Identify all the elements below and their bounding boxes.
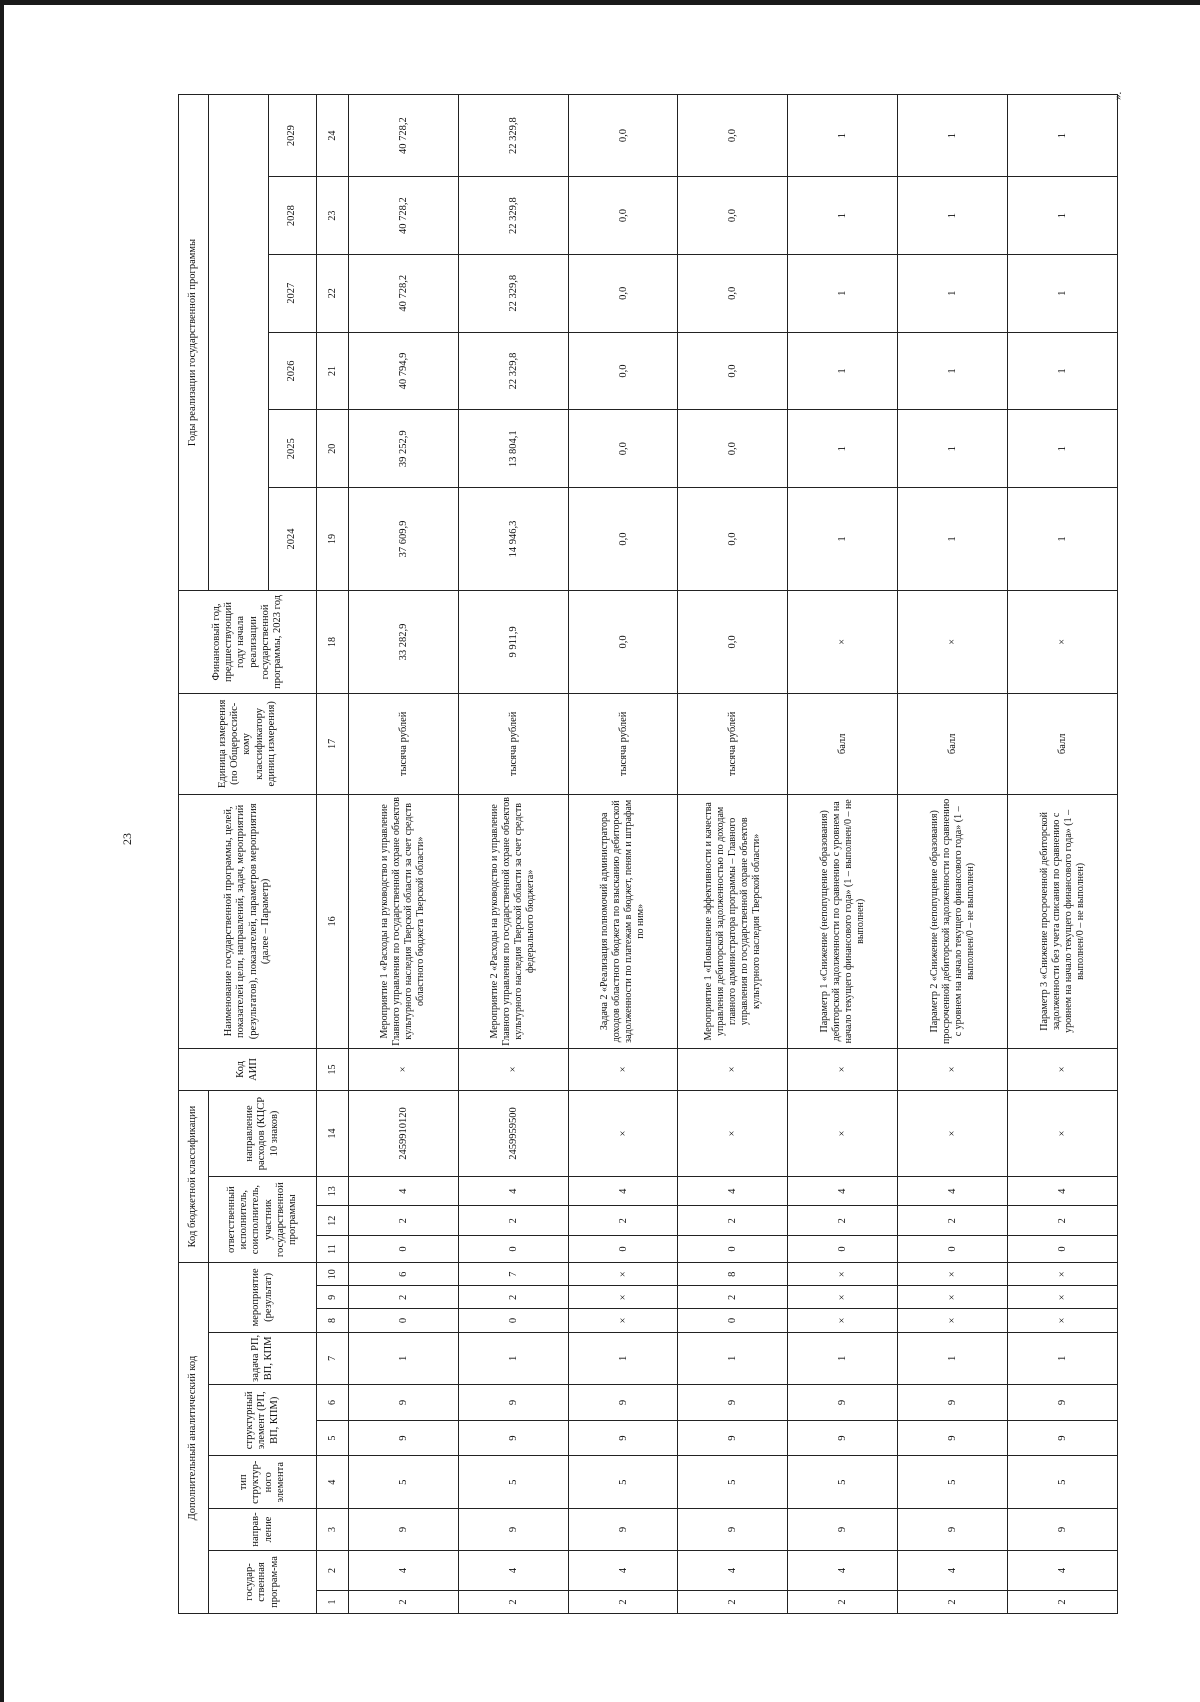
year-value-cell: 1 (1008, 332, 1118, 410)
code-cell: 9 (1008, 1420, 1118, 1456)
code-cell: 0 (458, 1235, 568, 1262)
code-cell: 5 (458, 1456, 568, 1509)
year-value-cell: 0,0 (678, 410, 788, 488)
code-cell: 0 (458, 1309, 568, 1332)
code-cell: 0 (678, 1309, 788, 1332)
year-value-cell: 0,0 (678, 488, 788, 591)
column-number: 1 (317, 1590, 349, 1613)
code-cell: 9 (898, 1385, 1008, 1421)
program-table (178, 94, 1118, 1614)
header-year-2027: 2027 (269, 254, 317, 332)
code-cell: 9 (568, 1420, 678, 1456)
header-year-2028: 2028 (269, 177, 317, 255)
code-cell: × (898, 1286, 1008, 1309)
base-year-cell: 0,0 (678, 591, 788, 694)
code-cell: 2 (348, 1206, 458, 1235)
kcsr-cell: 2459910120 (348, 1090, 458, 1176)
column-number: 23 (317, 177, 349, 255)
column-number: 22 (317, 254, 349, 332)
code-cell: 4 (898, 1551, 1008, 1591)
code-cell: 4 (788, 1551, 898, 1591)
year-value-cell: 37 609,9 (348, 488, 458, 591)
kcsr-cell: 2459959500 (458, 1090, 568, 1176)
code-cell: 0 (568, 1235, 678, 1262)
code-cell: × (1008, 1309, 1118, 1332)
table-row (1008, 95, 1118, 1614)
table-row (678, 95, 788, 1614)
column-number: 16 (317, 794, 349, 1048)
column-number: 9 (317, 1286, 349, 1309)
year-value-cell: 40 728,2 (348, 177, 458, 255)
year-value-cell: 22 329,8 (458, 254, 568, 332)
year-value-cell: 40 728,2 (348, 254, 458, 332)
aip-cell: × (348, 1048, 458, 1090)
year-value-cell: 0,0 (678, 95, 788, 177)
code-cell: 4 (678, 1177, 788, 1206)
code-cell: 5 (568, 1456, 678, 1509)
base-year-cell: 33 282,9 (348, 591, 458, 694)
column-number: 10 (317, 1263, 349, 1286)
code-cell: 1 (568, 1332, 678, 1385)
table-row (568, 95, 678, 1614)
name-cell: Задача 2 «Реализация полномочий администратора доходов областного бюджета по взысканию дебиторской задолженности по платежам в бюджет, пеням и штрафам по ним» (568, 794, 678, 1048)
year-value-cell: 1 (898, 254, 1008, 332)
code-cell: 0 (348, 1309, 458, 1332)
year-value-cell: 1 (788, 254, 898, 332)
header-task: задача РП, ВП, КПМ (209, 1332, 317, 1385)
code-cell: 0 (678, 1235, 788, 1262)
year-value-cell: 1 (898, 410, 1008, 488)
code-cell: 0 (898, 1235, 1008, 1262)
code-cell: 8 (678, 1263, 788, 1286)
scan-edge-top (0, 0, 1200, 5)
code-cell: × (1008, 1286, 1118, 1309)
header-kdcr: направление расходов (КЦСР 10 знаков) (209, 1090, 317, 1176)
code-cell: × (568, 1309, 678, 1332)
code-cell: 9 (678, 1420, 788, 1456)
year-value-cell: 40 728,2 (348, 95, 458, 177)
rotated-table-wrapper (178, 94, 1118, 1614)
code-cell: 7 (458, 1263, 568, 1286)
year-value-cell: 1 (898, 95, 1008, 177)
code-cell: 4 (678, 1551, 788, 1591)
code-cell: 9 (1008, 1385, 1118, 1421)
header-base-year: Финансовый год, предшествующий году начала реализации государственной программы, 2023 год (179, 591, 317, 694)
code-cell: 0 (348, 1235, 458, 1262)
year-value-cell: 0,0 (568, 410, 678, 488)
code-cell: 4 (1008, 1177, 1118, 1206)
year-value-cell: 1 (898, 488, 1008, 591)
code-cell: 9 (788, 1385, 898, 1421)
year-value-cell: 0,0 (568, 332, 678, 410)
table-row (898, 95, 1008, 1614)
code-cell: 5 (788, 1456, 898, 1509)
code-cell: 2 (898, 1206, 1008, 1235)
aip-cell: × (568, 1048, 678, 1090)
code-cell: × (898, 1263, 1008, 1286)
year-value-cell: 1 (1008, 95, 1118, 177)
code-cell: × (788, 1309, 898, 1332)
year-value-cell: 0,0 (678, 177, 788, 255)
code-cell: 9 (788, 1509, 898, 1551)
unit-cell: тысяча рублей (678, 693, 788, 794)
code-cell: 0 (1008, 1235, 1118, 1262)
kcsr-cell: × (678, 1090, 788, 1176)
code-cell: 5 (348, 1456, 458, 1509)
header-direction: направ-ление (209, 1509, 317, 1551)
year-value-cell: 0,0 (678, 254, 788, 332)
aip-cell: × (898, 1048, 1008, 1090)
year-value-cell: 22 329,8 (458, 177, 568, 255)
header-year-2029: 2029 (269, 95, 317, 177)
code-cell: 0 (788, 1235, 898, 1262)
code-cell: 1 (458, 1332, 568, 1385)
code-cell: 5 (1008, 1456, 1118, 1509)
year-value-cell: 39 252,9 (348, 410, 458, 488)
aip-cell: × (1008, 1048, 1118, 1090)
column-number: 24 (317, 95, 349, 177)
base-year-cell: 9 911,9 (458, 591, 568, 694)
column-number: 14 (317, 1090, 349, 1176)
kcsr-cell: × (1008, 1090, 1118, 1176)
column-number: 6 (317, 1385, 349, 1421)
scan-edge-left (0, 0, 4, 1702)
code-cell: 9 (898, 1420, 1008, 1456)
column-number: 11 (317, 1235, 349, 1262)
year-value-cell: 0,0 (678, 332, 788, 410)
code-cell: 2 (348, 1286, 458, 1309)
code-cell: 2 (1008, 1590, 1118, 1613)
year-value-cell: 1 (1008, 177, 1118, 255)
year-value-cell: 0,0 (568, 95, 678, 177)
kcsr-cell: × (898, 1090, 1008, 1176)
aip-cell: × (788, 1048, 898, 1090)
column-number: 12 (317, 1206, 349, 1235)
name-cell: Мероприятие 1 «Расходы на руководство и управление Главного управления по государственной охране объектов культурного наследия Тверской области за счет средств областного бюджета Тверской области» (348, 794, 458, 1048)
code-cell: × (788, 1263, 898, 1286)
code-cell: 9 (348, 1509, 458, 1551)
code-cell: 1 (678, 1332, 788, 1385)
code-cell: 9 (348, 1385, 458, 1421)
year-value-cell: 1 (1008, 488, 1118, 591)
year-value-cell: 1 (898, 177, 1008, 255)
table-row (458, 95, 568, 1614)
code-cell: 2 (568, 1590, 678, 1613)
code-cell: 4 (458, 1551, 568, 1591)
header-year-2026: 2026 (269, 332, 317, 410)
header-type: тип структур-ного элемента (209, 1456, 317, 1509)
code-cell: × (788, 1286, 898, 1309)
year-value-cell: 13 804,1 (458, 410, 568, 488)
code-cell: × (1008, 1263, 1118, 1286)
column-number: 2 (317, 1551, 349, 1591)
code-cell: × (898, 1309, 1008, 1332)
code-cell: 4 (1008, 1551, 1118, 1591)
code-cell: 2 (568, 1206, 678, 1235)
code-cell: 4 (898, 1177, 1008, 1206)
year-value-cell: 0,0 (568, 254, 678, 332)
column-number: 20 (317, 410, 349, 488)
code-cell: × (568, 1263, 678, 1286)
code-cell: 4 (568, 1177, 678, 1206)
end-mark: ». (1112, 91, 1124, 100)
column-number: 8 (317, 1309, 349, 1332)
column-number: 4 (317, 1456, 349, 1509)
name-cell: Параметр 2 «Снижение (непопущение образования) просроченной дебиторской задолженности по сравнению с уровнем на начало текущего финансового года» (1 – выполнен/0 – не выполнен) (898, 794, 1008, 1048)
header-gp: государ-ственная програм-ма (209, 1551, 317, 1614)
unit-cell: балл (1008, 693, 1118, 794)
year-value-cell: 1 (788, 177, 898, 255)
aip-cell: × (458, 1048, 568, 1090)
code-cell: 9 (1008, 1509, 1118, 1551)
code-cell: 1 (788, 1332, 898, 1385)
code-cell: 2 (678, 1590, 788, 1613)
code-cell: 1 (898, 1332, 1008, 1385)
year-value-cell: 1 (788, 95, 898, 177)
code-cell: 2 (458, 1286, 568, 1309)
base-year-cell: 0,0 (568, 591, 678, 694)
code-cell: 1 (348, 1332, 458, 1385)
column-number: 5 (317, 1420, 349, 1456)
column-number: 18 (317, 591, 349, 694)
header-years-group: Годы реализации государственной программы (179, 95, 209, 591)
code-cell: 2 (788, 1590, 898, 1613)
table-row (348, 95, 458, 1614)
year-value-cell: 1 (788, 410, 898, 488)
name-cell: Параметр 1 «Снижение (непопущение образования) дебиторской задолженности по сравнению с уровнем на начало текущего финансового года» (1 – выполнен/0 – не выполнен) (788, 794, 898, 1048)
column-number-row (317, 95, 349, 1614)
year-value-cell: 0,0 (568, 488, 678, 591)
header-budget-code: Код бюджетной классификации (179, 1090, 209, 1262)
year-value-cell: 14 946,3 (458, 488, 568, 591)
code-cell: 1 (1008, 1332, 1118, 1385)
base-year-cell: × (1008, 591, 1118, 694)
code-cell: 9 (458, 1420, 568, 1456)
code-cell: 2 (678, 1286, 788, 1309)
unit-cell: тысяча рублей (568, 693, 678, 794)
year-value-cell: 0,0 (568, 177, 678, 255)
column-number: 13 (317, 1177, 349, 1206)
unit-cell: балл (898, 693, 1008, 794)
code-cell: 2 (458, 1590, 568, 1613)
table-row (788, 95, 898, 1614)
code-cell: × (568, 1286, 678, 1309)
header-aip: Код АИП (179, 1048, 317, 1090)
code-cell: 2 (1008, 1206, 1118, 1235)
code-cell: 4 (348, 1551, 458, 1591)
code-cell: 4 (568, 1551, 678, 1591)
header-event: мероприятие (результат) (209, 1263, 317, 1332)
year-value-cell: 1 (1008, 254, 1118, 332)
code-cell: 5 (898, 1456, 1008, 1509)
code-cell: 9 (788, 1420, 898, 1456)
column-number: 7 (317, 1332, 349, 1385)
name-cell: Мероприятие 2 «Расходы на руководство и управление Главного управления по государственной охране объектов культурного наследия Тверской области за счет средств федерального бюджета» (458, 794, 568, 1048)
code-cell: 5 (678, 1456, 788, 1509)
code-cell: 9 (568, 1385, 678, 1421)
page-number: 23 (120, 833, 134, 845)
code-cell: 9 (568, 1509, 678, 1551)
kcsr-cell: × (568, 1090, 678, 1176)
header-unit: Единица измерения (по Общероссийс-кому классификатору единиц измерения) (179, 693, 317, 794)
name-cell: Параметр 3 «Снижение просроченной дебиторской задолженности без учета списания по сравнению с уровнем на начало текущего финансового года» (1 – выполнен/0 – не выполнен) (1008, 794, 1118, 1048)
code-cell: 2 (458, 1206, 568, 1235)
code-cell: 2 (678, 1206, 788, 1235)
year-value-cell: 22 329,8 (458, 332, 568, 410)
base-year-cell: × (898, 591, 1008, 694)
code-cell: 4 (788, 1177, 898, 1206)
aip-cell: × (678, 1048, 788, 1090)
year-value-cell: 1 (788, 488, 898, 591)
header-executor: ответственный исполнитель, соисполнитель, участник государственной программы (209, 1177, 317, 1263)
year-value-cell: 40 794,9 (348, 332, 458, 410)
code-cell: 4 (458, 1177, 568, 1206)
column-number: 21 (317, 332, 349, 410)
year-value-cell: 1 (788, 332, 898, 410)
column-number: 15 (317, 1048, 349, 1090)
code-cell: 9 (678, 1385, 788, 1421)
code-cell: 2 (788, 1206, 898, 1235)
year-value-cell: 22 329,8 (458, 95, 568, 177)
code-cell: 6 (348, 1263, 458, 1286)
header-year-2024: 2024 (269, 488, 317, 591)
code-cell: 9 (348, 1420, 458, 1456)
base-year-cell: × (788, 591, 898, 694)
code-cell: 9 (678, 1509, 788, 1551)
kcsr-cell: × (788, 1090, 898, 1176)
unit-cell: тысяча рублей (458, 693, 568, 794)
year-value-cell: 1 (1008, 410, 1118, 488)
header-years-blank (209, 95, 269, 591)
code-cell: 4 (348, 1177, 458, 1206)
code-cell: 2 (898, 1590, 1008, 1613)
column-number: 17 (317, 693, 349, 794)
header-analytic-code: Дополнительный аналитический код (179, 1263, 209, 1614)
code-cell: 2 (348, 1590, 458, 1613)
header-struct-el: структурный элемент (РП, ВП, КПМ) (209, 1385, 317, 1456)
column-number: 3 (317, 1509, 349, 1551)
code-cell: 9 (458, 1509, 568, 1551)
column-number: 19 (317, 488, 349, 591)
name-cell: Мероприятие 1 «Повышение эффективности и качества управления дебиторской задолженностью по доходам главного администратора программы – Главного управления по государственной охране объектов культурного наследия Тверской области» (678, 794, 788, 1048)
year-value-cell: 1 (898, 332, 1008, 410)
header-name: Наименование государственной программы, целей, показателей цели, направлений, задач, мероприятий (результатов), показателей, параметров мероприятия (далее – Параметр) (179, 794, 317, 1048)
unit-cell: тысяча рублей (348, 693, 458, 794)
code-cell: 9 (458, 1385, 568, 1421)
unit-cell: балл (788, 693, 898, 794)
code-cell: 9 (898, 1509, 1008, 1551)
header-year-2025: 2025 (269, 410, 317, 488)
